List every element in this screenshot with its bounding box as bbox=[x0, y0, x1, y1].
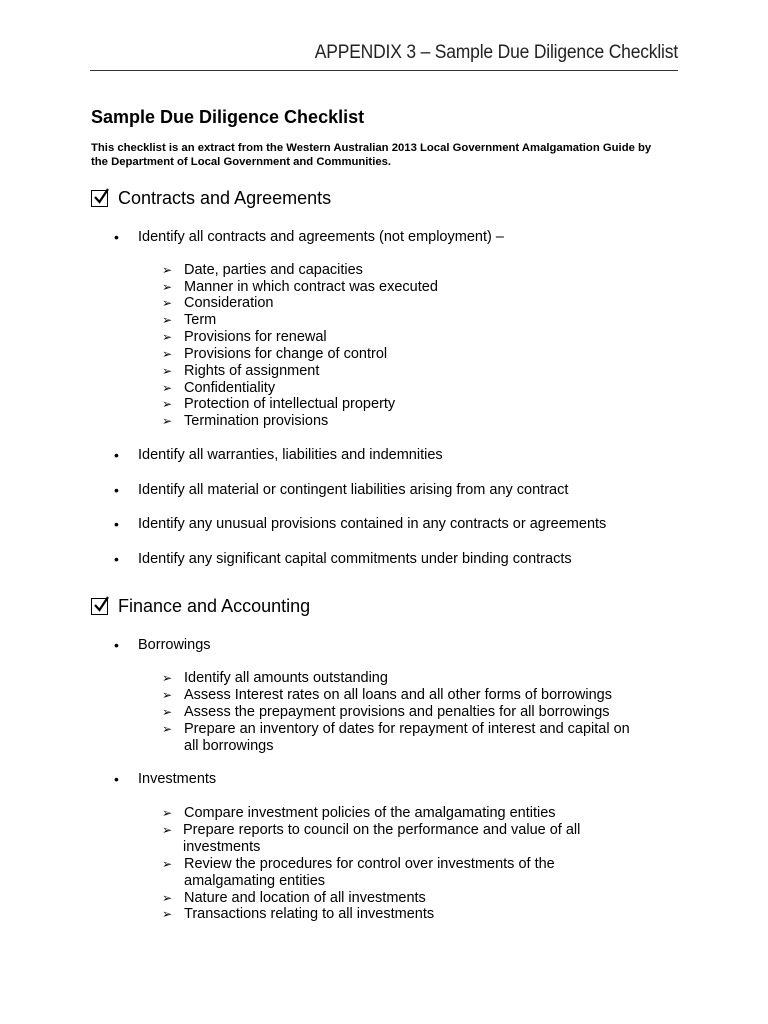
list-item: Borrowings bbox=[138, 637, 211, 653]
arrow-bullet-icon: ➢ bbox=[162, 891, 173, 905]
arrow-bullet-icon: ➢ bbox=[162, 381, 173, 395]
bullet-icon: • bbox=[114, 516, 119, 532]
header-rule bbox=[90, 70, 678, 71]
intro-line-2: the Department of Local Government and Communities. bbox=[91, 156, 392, 168]
bullet-icon: • bbox=[114, 551, 119, 567]
sub-list-item: Confidentiality bbox=[184, 380, 276, 396]
sub-list-item: Manner in which contract was executed bbox=[184, 279, 438, 295]
arrow-bullet-icon: ➢ bbox=[162, 364, 173, 378]
sub-list-item: Term bbox=[184, 312, 217, 328]
checked-box-icon bbox=[91, 598, 108, 615]
section-heading-contracts bbox=[91, 188, 331, 209]
arrow-bullet-icon: ➢ bbox=[162, 263, 173, 277]
sub-list-item-continuation: investments bbox=[183, 839, 261, 855]
arrow-bullet-icon: ➢ bbox=[162, 907, 173, 921]
arrow-bullet-icon: ➢ bbox=[162, 280, 173, 294]
sub-list-item: Assess Interest rates on all loans and all other forms of borrowings bbox=[184, 687, 612, 703]
section-heading-label: Contracts and Agreements bbox=[118, 188, 332, 208]
sub-list-item-continuation: amalgamating entities bbox=[184, 873, 326, 889]
sub-list-item: Transactions relating to all investments bbox=[184, 906, 435, 922]
sub-list-item: Identify all amounts outstanding bbox=[184, 670, 388, 686]
sub-list-item: Compare investment policies of the amalgamating entities bbox=[184, 805, 556, 821]
arrow-bullet-icon: ➢ bbox=[162, 722, 173, 736]
list-item: Identify all contracts and agreements (not employment) – bbox=[138, 229, 504, 245]
arrow-bullet-icon: ➢ bbox=[162, 705, 173, 719]
bullet-icon: • bbox=[114, 771, 119, 787]
sub-list-item-continuation: all borrowings bbox=[184, 738, 274, 754]
sub-list-item: Nature and location of all investments bbox=[184, 890, 426, 906]
list-item: Identify any unusual provisions contained in any contracts or agreements bbox=[138, 516, 607, 532]
sub-list-item: Prepare reports to council on the performance and value of all bbox=[183, 822, 581, 838]
sub-list-item: Prepare an inventory of dates for repayment of interest and capital on bbox=[184, 721, 630, 737]
arrow-bullet-icon: ➢ bbox=[162, 823, 173, 837]
list-item: Identify any significant capital commitments under binding contracts bbox=[138, 551, 572, 567]
arrow-bullet-icon: ➢ bbox=[162, 397, 173, 411]
intro-line-1: This checklist is an extract from the Western Australian 2013 Local Government Amalgamation Guide by bbox=[91, 142, 652, 154]
bullet-icon: • bbox=[114, 482, 119, 498]
sub-list-item: Provisions for renewal bbox=[184, 329, 327, 345]
arrow-bullet-icon: ➢ bbox=[162, 296, 173, 310]
arrow-bullet-icon: ➢ bbox=[162, 313, 173, 327]
list-item: Identify all material or contingent liabilities arising from any contract bbox=[138, 482, 569, 498]
sub-list-item: Assess the prepayment provisions and penalties for all borrowings bbox=[184, 704, 610, 720]
document-title: Sample Due Diligence Checklist bbox=[91, 107, 365, 127]
bullet-icon: • bbox=[114, 447, 119, 463]
arrow-bullet-icon: ➢ bbox=[162, 688, 173, 702]
intro-paragraph bbox=[91, 141, 681, 169]
arrow-bullet-icon: ➢ bbox=[162, 671, 173, 685]
sub-list-item: Rights of assignment bbox=[184, 363, 320, 379]
running-header: APPENDIX 3 – Sample Due Diligence Checklist bbox=[314, 42, 678, 63]
list-item: Identify all warranties, liabilities and indemnities bbox=[138, 447, 443, 463]
bullet-icon: • bbox=[114, 637, 119, 653]
list-item: Investments bbox=[138, 771, 217, 787]
sub-list-item: Termination provisions bbox=[184, 413, 329, 429]
section-heading-finance bbox=[91, 596, 310, 617]
sub-list-item: Provisions for change of control bbox=[184, 346, 388, 362]
section-heading-label: Finance and Accounting bbox=[118, 596, 311, 616]
sub-list-item: Review the procedures for control over investments of the bbox=[184, 856, 555, 872]
arrow-bullet-icon: ➢ bbox=[162, 347, 173, 361]
checked-box-icon bbox=[91, 190, 108, 207]
sub-list-item: Protection of intellectual property bbox=[184, 396, 396, 412]
arrow-bullet-icon: ➢ bbox=[162, 857, 173, 871]
arrow-bullet-icon: ➢ bbox=[162, 414, 173, 428]
sub-list-item: Consideration bbox=[184, 295, 274, 311]
arrow-bullet-icon: ➢ bbox=[162, 330, 173, 344]
arrow-bullet-icon: ➢ bbox=[162, 806, 173, 820]
sub-list-item: Date, parties and capacities bbox=[184, 262, 363, 278]
bullet-icon: • bbox=[114, 229, 119, 245]
